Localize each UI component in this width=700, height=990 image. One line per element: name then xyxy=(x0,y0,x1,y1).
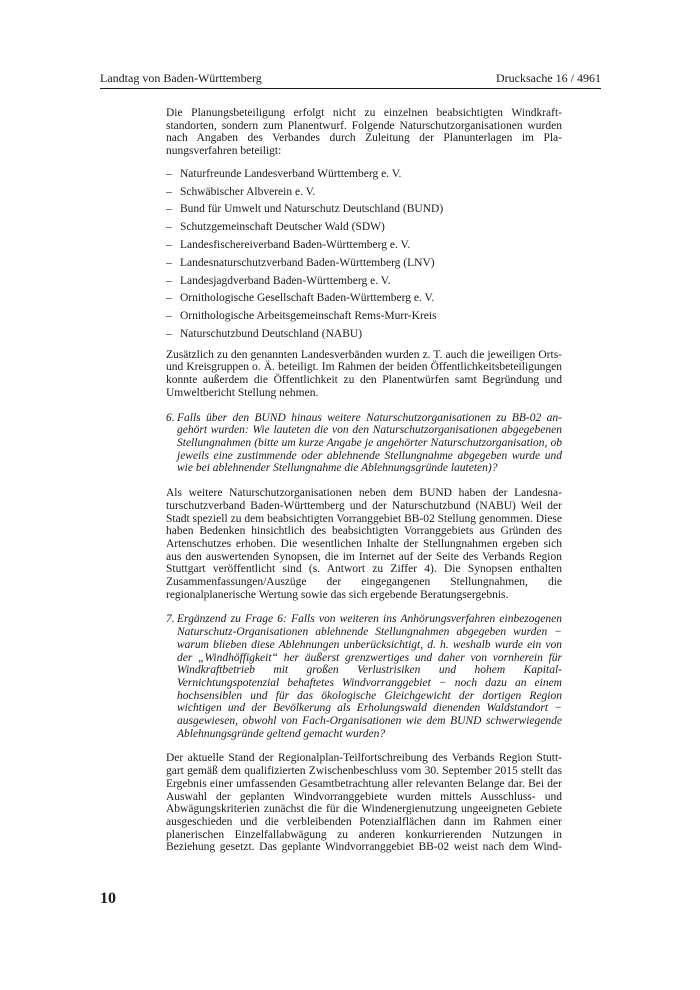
page-number: 10 xyxy=(100,890,116,907)
list-dash: – xyxy=(166,256,172,269)
question-6 xyxy=(166,412,562,476)
list-item-text: Landesfischereiverband Baden-Württemberg e. V. xyxy=(180,239,411,251)
list-dash: – xyxy=(166,310,172,323)
list-item xyxy=(166,186,562,199)
participation-paragraph: Zusätzlich zu den genannten Landesverbänden wurden z. T. auch die jeweiligen Orts- und Kreisgruppen o. Ä. beteiligt. Im Rahmen der beiden Öffentlichkeitsbeteiligungen konnte außerdem die Öffentlichkeit zu den Planentwürfen samt Begründung und Umweltbericht Stellung nehmen. xyxy=(166,348,562,399)
list-dash: – xyxy=(166,239,172,251)
intro-paragraph: Die Planungsbeteiligung erfolgt nicht zu einzelnen beabsichtigten Windkraftstandorten, sondern zum Planentwurf. Folgende Naturschutzorganisationen wurden nach Angaben des Verbandes durch Zuleitung der Planunterlagen im Planungsverfahren beteiligt: xyxy=(166,107,562,158)
list-dash: – xyxy=(166,292,172,305)
list-item xyxy=(166,257,562,270)
question-7 xyxy=(166,613,562,740)
list-item-text: Naturschutzbund Deutschland (NABU) xyxy=(180,327,363,340)
question-number: 6. xyxy=(166,411,175,424)
list-item-text: Ornithologische Gesellschaft Baden-Württemberg e. V. xyxy=(180,292,435,305)
list-dash: – xyxy=(166,327,172,340)
list-item xyxy=(166,221,562,234)
organization-list xyxy=(166,168,562,341)
list-item-text: Naturfreunde Landesverband Württemberg e. V. xyxy=(180,167,402,180)
page-header xyxy=(100,71,601,87)
answer-6: Als weitere Naturschutzorganisationen neben dem BUND haben der Landesnaturschutzverband Baden-Württemberg und der Naturschutzbund (NABU) Weil der Stadt speziell zu dem beabsichtigten Vorranggebiet BB-02 Stellung genommen. Diese haben Bedenken hinsichtlich des beabsichtigten Vorranggebiets aus Gründen des Artenschutzes erhoben. Die wesentlichen Inhalte der Stellungnahmen ergeben sich aus den auswertenden Synopsen, die im Internet auf der Seite des Verbands Region Stuttgart veröffentlicht sind (s. Antwort zu Ziffer 4). Die Synopsen enthalten Zusammenfassungen/Auszüge der eingegangenen Stellungnahmen, die regionalplanerische Wertung sowie das sich ergebende Beratungsergebnis. xyxy=(166,487,562,601)
question-text: Ergänzend zu Frage 6: Falls von weiteren ins Anhörungsverfahren einbezogenen Naturschutz-Organisationen ablehnende Stellungnahmen abgegeben wurden − warum blieben diese Ablehnungen unberücksichtigt, d. h. weshalb wurde ein von der „Windhöffigkeit“ her äußerst grenzwertiges und daher von vornherein für Windkraftbetrieb mit großen Verlustrisiken und hohem KapitalVernichtungspotenzial behaftetes Windvorranggebiet − noch dazu an einem hochsensiblen und für das ökologische Gleichgewicht der dortigen Region wichtigen und der Bevölkerung als Erholungswald dienenden Waldstandort − ausgewiesen, obwohl von Fach-Organisationen wie dem BUND schwerwiegende Ablehnungsgründe geltend gemacht wurden? xyxy=(177,613,562,740)
list-item-text: Ornithologische Arbeitsgemeinschaft Rems-Murr-Kreis xyxy=(180,310,437,323)
list-dash: – xyxy=(166,185,172,198)
list-item-text: Landesnaturschutzverband Baden-Württemberg (LNV) xyxy=(180,256,435,269)
header-rule xyxy=(100,88,601,89)
list-item-text: Schwäbischer Albverein e. V. xyxy=(180,185,316,198)
list-item xyxy=(166,203,562,216)
list-dash: – xyxy=(166,167,172,180)
header-document-number: Drucksache 16 / 4961 xyxy=(496,71,601,85)
list-item xyxy=(166,310,562,323)
list-item-text: Bund für Umwelt und Naturschutz Deutschland (BUND) xyxy=(180,203,444,216)
list-item xyxy=(166,239,562,252)
list-item-text: Landesjagdverband Baden-Württemberg e. V. xyxy=(180,274,391,287)
list-item xyxy=(166,168,562,181)
question-text: Falls über den BUND hinaus weitere Naturschutzorganisationen zu BB-02 angehört wurden: Wie lauteten die von den Naturschutzorganisationen abgegebenen Stellungnahmen (bitte um kurze Angabe je angehörter Naturschutzorganisation, ob jeweils eine zustimmende oder ablehnende Stellungnahme abgegeben wurde und wie bei ablehnender Stellungnahme die Ablehnungsgründe lauteten)? xyxy=(177,411,562,475)
list-item xyxy=(166,275,562,288)
question-number: 7. xyxy=(166,613,175,626)
header-parliament: Landtag von Baden-Württemberg xyxy=(100,71,262,85)
page-content xyxy=(166,107,562,854)
list-item xyxy=(166,328,562,341)
list-dash: – xyxy=(166,221,172,234)
list-item xyxy=(166,292,562,305)
list-dash: – xyxy=(166,203,172,216)
list-item-text: Schutzgemeinschaft Deutscher Wald (SDW) xyxy=(180,221,385,234)
answer-7: Der aktuelle Stand der Regionalplan-Teilfortschreibung des Verbands Region Stuttgart gemäß dem qualifizierten Zwischenbeschluss vom 30. September 2015 stellt das Ergebnis einer umfassenden Gesamtbetrachtung aller relevanten Belange dar. Bei der Auswahl der geplanten Windvorranggebiete wurden mittels Ausschluss- und Abwägungskriterien zunächst die für die Windenergienutzung ungeeigneten Gebiete ausgeschieden und die verbleibenden Potenzialflächen dann im Rahmen einer planerischen Einzelfallabwägung zu anderen konkurrierenden Nutzungen in Beziehung gesetzt. Das geplante Windvorranggebiet BB-02 weist nach dem Wind- xyxy=(166,752,562,854)
list-dash: – xyxy=(166,274,172,287)
